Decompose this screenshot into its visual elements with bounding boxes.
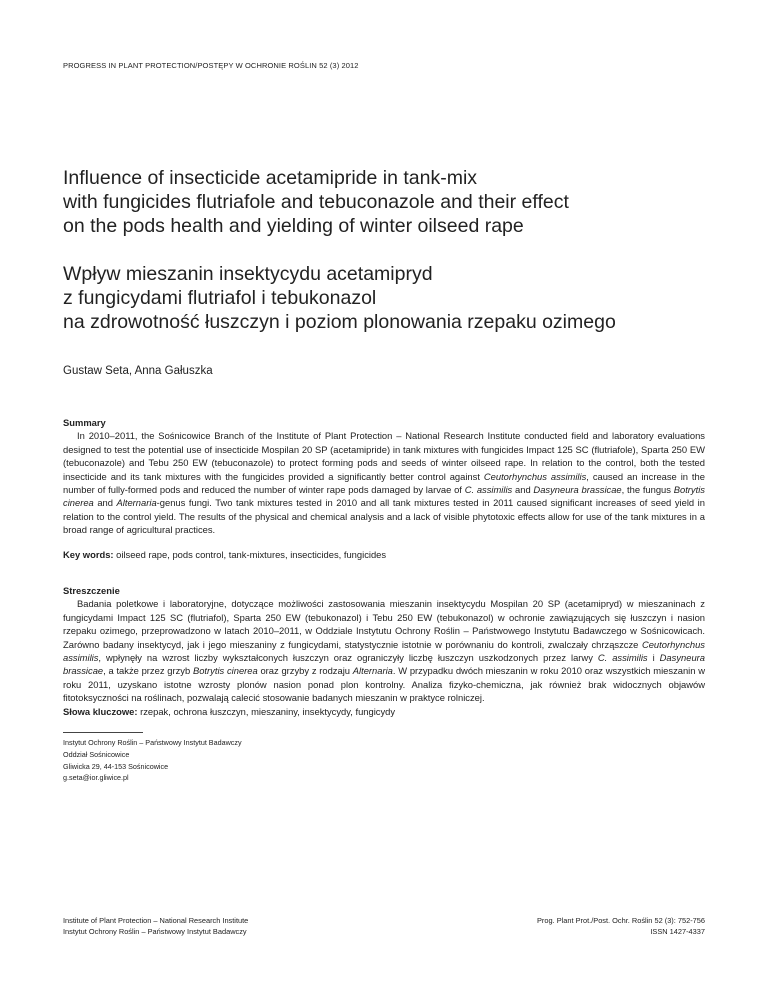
- summary-text: , the fungus: [621, 484, 674, 496]
- footer-institute: [63, 915, 248, 937]
- affiliation-line: Gliwicka 29, 44-153 Sośnicowice: [63, 761, 169, 771]
- species-name: Dasyneura brassicae: [63, 652, 705, 677]
- summary-text: In 2010–2011, the Sośnicowice Branch of the Institute of Plant Protection – National Research Institute conducted field and laboratory evaluations designed to test the potential use of insecticide Mospilan 20 SP (acetamipride) in tank mixtures with fungicides Impact 125 SC (flutriafole), Sparta 250 EW (tebuconazole) and Tebu 250 EW (tebuconazole) to protect forming pods and seeds of winter oilseed rape. In relation to the control, both the tested insecticide and its tank mixtures with the fungicides provided a significantly better control against: [63, 430, 705, 482]
- keywords-text: oilseed rape, pods control, tank-mixtures, insecticides, fungicides: [116, 549, 387, 560]
- summary-text: , caused an increase in the number of fully-formed pods and reduced the number of winter rape pods damaged by larvae of: [63, 470, 705, 496]
- running-head: PROGRESS IN PLANT PROTECTION/POSTĘPY W OCHRONIE ROŚLIN 52 (3) 2012: [63, 61, 359, 70]
- affiliation-email: g.seta@ior.gliwice.pl: [63, 773, 129, 783]
- species-name: Botrytis cinerea: [192, 665, 258, 677]
- title-polish-line: Wpływ mieszanin insektycydu acetamipryd: [63, 263, 433, 285]
- species-name: C. assimilis: [464, 484, 513, 496]
- affiliation: [63, 737, 242, 784]
- summary-text: and: [93, 497, 117, 509]
- affiliation-line: Oddział Sośnicowice: [63, 749, 130, 759]
- species-name: Ceutorhynchus assimilis: [63, 638, 705, 664]
- affiliation-line: Instytut Ochrony Roślin – Państwowy Instytut Badawczy: [63, 738, 242, 747]
- streszczenie-text: , a także przez grzyb: [103, 665, 193, 677]
- footer-line: Instytut Ochrony Roślin – Państwowy Instytut Badawczy: [63, 927, 247, 936]
- streszczenie-heading: Streszczenie: [63, 585, 120, 596]
- title-english-line: on the pods health and yielding of winter oilseed rape: [63, 215, 524, 237]
- keywords-polish: [63, 706, 705, 717]
- title-polish-line: na zdrowotność łuszczyn i poziom plonowania rzepaku ozimego: [63, 311, 616, 333]
- summary-heading: Summary: [63, 417, 106, 428]
- keywords-label: Key words:: [63, 549, 114, 560]
- streszczenie-text: Badania poletkowe i laboratoryjne, dotyczące możliwości zastosowania mieszanin insektycydu Mospilan 20 SP (acetamipryd) w mieszaninach z fungicydami Impact 125 SC (flutriafol), Sparta 250 EW (tebukonazol) i Tebu 250 EW (tebukonazol) w ochronie zawiązujących się łuszczyn i nasion rzepaku ozimego, przeprowadzono w latach 2010–2011, w Oddziale Instytutu Ochrony Roślin – Państwowego Instytutu Badawczego w Sośnicowicach. Zarówno badany insektycyd, jak i jego mieszaniny z fungicydami, statystycznie istotnie w porównaniu do kontroli, zwalczały chrząszcze: [63, 598, 705, 650]
- summary-text: and: [512, 484, 534, 496]
- summary-section: [63, 416, 705, 537]
- footer-citation: [537, 915, 705, 937]
- footer-line: Institute of Plant Protection – National Research Institute: [63, 916, 249, 925]
- footer-line: ISSN 1427-4337: [650, 927, 705, 936]
- streszczenie-text: . W przypadku dwóch mieszanin w roku 2010 oraz wszystkich mieszanin w roku 2011, uzyskano istotne wzrosty plonów nasion ponad plon kontrolny. Analiza fizyko-chemiczna, jak również brak widocznych objawów fitotoksyczności na roślinach, pozwalają calecić stosowanie badanych mieszanin w praktyce rolniczej.: [63, 665, 705, 704]
- species-name: Alternaria: [116, 497, 157, 509]
- footer-line: Prog. Plant Prot./Post. Ochr. Roślin 52 (3): 752-756: [536, 916, 705, 925]
- title-english-line: with fungicides flutriafole and tebuconazole and their effect: [63, 191, 569, 213]
- streszczenie-text: i: [647, 652, 660, 664]
- species-name: Dasyneura brassicae: [533, 484, 622, 496]
- streszczenie-section: [63, 584, 705, 705]
- species-name: Botrytis cinerea: [63, 484, 705, 509]
- streszczenie-text: , wpłynęły na wzrost liczby wykształconych łuszczyn oraz ograniczyły liczbę łuszczyn uszkodzonych przez larwy: [98, 652, 598, 664]
- summary-text: -genus fungi. Two tank mixtures tested in 2010 and all tank mixtures tested in 2011 caused significant increases of seed yield in relation to the control yield. The results of the physical and chemical analysis and a lack of visible phytotoxic effects allow for use of the tank mixtures in a broad range of agricultural practices.: [63, 497, 705, 536]
- species-name: Alternaria: [352, 665, 393, 677]
- title-english: [63, 166, 723, 238]
- streszczenie-text: oraz grzyby z rodzaju: [257, 665, 353, 677]
- keywords-label: Słowa kluczowe:: [63, 706, 138, 717]
- summary-body: [63, 429, 705, 536]
- authors: Gustaw Seta, Anna Gałuszka: [63, 365, 213, 377]
- title-english-line: Influence of insecticide acetamipride in tank-mix: [63, 167, 478, 189]
- title-polish: [63, 262, 723, 334]
- keywords-text: rzepak, ochrona łuszczyn, mieszaniny, insektycydy, fungicydy: [140, 706, 396, 717]
- species-name: Ceutorhynchus assimilis: [483, 470, 587, 482]
- footnote-rule: [63, 732, 143, 733]
- title-polish-line: z fungicydami flutriafol i tebukonazol: [63, 287, 377, 309]
- streszczenie-body: [63, 597, 705, 704]
- keywords-english: [63, 549, 705, 560]
- species-name: C. assimilis: [597, 652, 648, 664]
